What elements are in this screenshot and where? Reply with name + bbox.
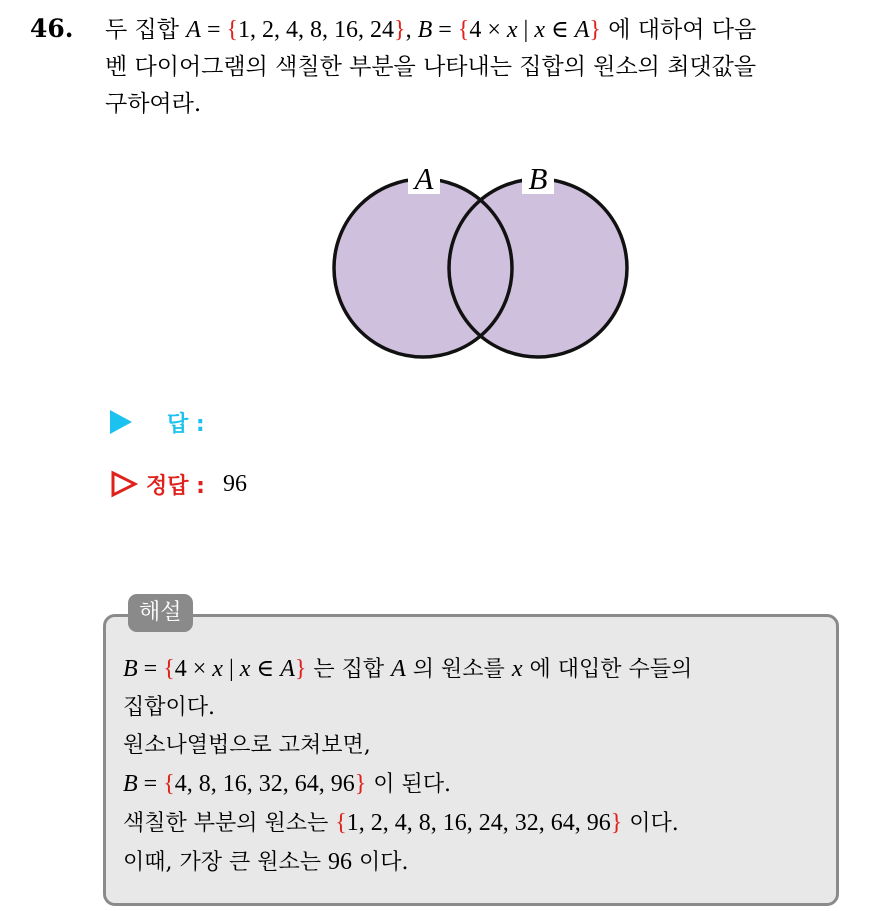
set-b-elements: 4, 8, 16, 32, 64, 96 (174, 771, 355, 797)
explanation-text-part: 의 원소를 (405, 657, 512, 682)
brace-close: } (294, 656, 307, 682)
explanation-line-3: 원소나열법으로 고쳐보면, (123, 733, 371, 758)
brace-close: } (589, 17, 601, 43)
set-b-name: B (123, 771, 138, 797)
question-suffix: 에 대하여 다음 (600, 17, 757, 43)
solution-row (110, 464, 247, 504)
brace-open: { (457, 17, 470, 43)
brace-open: { (335, 810, 347, 836)
set-b-name: B (417, 17, 433, 43)
rule-bar: | (222, 656, 240, 682)
element-of-sign: ∈ (250, 656, 281, 682)
question-text (105, 12, 865, 123)
rule-bar: | (517, 17, 535, 43)
explanation-text-part: 이다. (351, 850, 409, 875)
explanation-text-part: 는 집합 (306, 657, 392, 682)
outline-triangle-icon (110, 470, 138, 498)
explanation-line-1 (123, 650, 833, 689)
rule-set: A (574, 17, 590, 43)
rule-variable: x (239, 656, 251, 682)
equals-sign: = (137, 771, 164, 797)
venn-label-a: A (414, 161, 434, 196)
union-elements: 1, 2, 4, 8, 16, 24, 32, 64, 96 (346, 810, 611, 836)
explanation-text-part: 에 대입한 수들의 (522, 657, 693, 682)
question-line-1 (105, 12, 865, 49)
rule-variable: x (511, 656, 523, 682)
solution-label: 정답 : (146, 473, 205, 499)
explanation-tab: 해설 (128, 594, 193, 632)
rule-variable: x (506, 17, 518, 43)
explanation-text-part: 이 된다. (366, 772, 452, 797)
equals-sign: = (137, 656, 164, 682)
max-element-value: 96 (327, 849, 352, 875)
brace-close: } (354, 771, 367, 797)
set-b-name: B (123, 656, 138, 682)
explanation-line-4 (123, 765, 833, 804)
explanation-text-part: 이때, 가장 큰 원소는 (123, 850, 328, 875)
brace-open: { (163, 771, 175, 797)
brace-close: } (610, 810, 623, 836)
set-a-elements: 1, 2, 4, 8, 16, 24 (238, 17, 395, 43)
brace-open: { (163, 656, 175, 682)
comma: , (405, 17, 418, 43)
rule-number: 4 × (174, 656, 213, 682)
set-a-name: A (391, 656, 406, 682)
rule-variable: x (534, 17, 545, 43)
explanation-text-part: 색칠한 부분의 원소는 (123, 811, 336, 836)
equals-sign: = (200, 17, 227, 43)
question-line-2: 벤 다이어그램의 색칠한 부분을 나타내는 집합의 원소의 최댓값을 (105, 54, 757, 80)
question-prefix: 두 집합 (105, 17, 187, 43)
question-number: 46. (30, 14, 74, 43)
answer-label: 답 : (167, 411, 205, 437)
brace-close: } (394, 17, 406, 43)
brace-open: { (226, 17, 239, 43)
set-a-name: A (186, 17, 201, 43)
rule-set: A (280, 656, 295, 682)
question-line-3: 구하여라. (105, 91, 202, 117)
rule-number: 4 × (469, 17, 507, 43)
venn-label-b: B (528, 161, 548, 196)
explanation-line-2: 집합이다. (123, 695, 216, 720)
play-triangle-icon (110, 410, 132, 434)
solution-value: 96 (222, 470, 247, 497)
rule-variable: x (212, 656, 223, 682)
element-of-sign: ∈ (544, 17, 575, 43)
explanation-line-6 (123, 843, 833, 882)
explanation-line-5 (123, 804, 833, 843)
explanation-text-part: 이다. (622, 811, 679, 836)
explanation-text (123, 650, 833, 882)
venn-diagram (320, 152, 640, 367)
answer-row (110, 402, 205, 442)
equals-sign: = (432, 17, 458, 43)
